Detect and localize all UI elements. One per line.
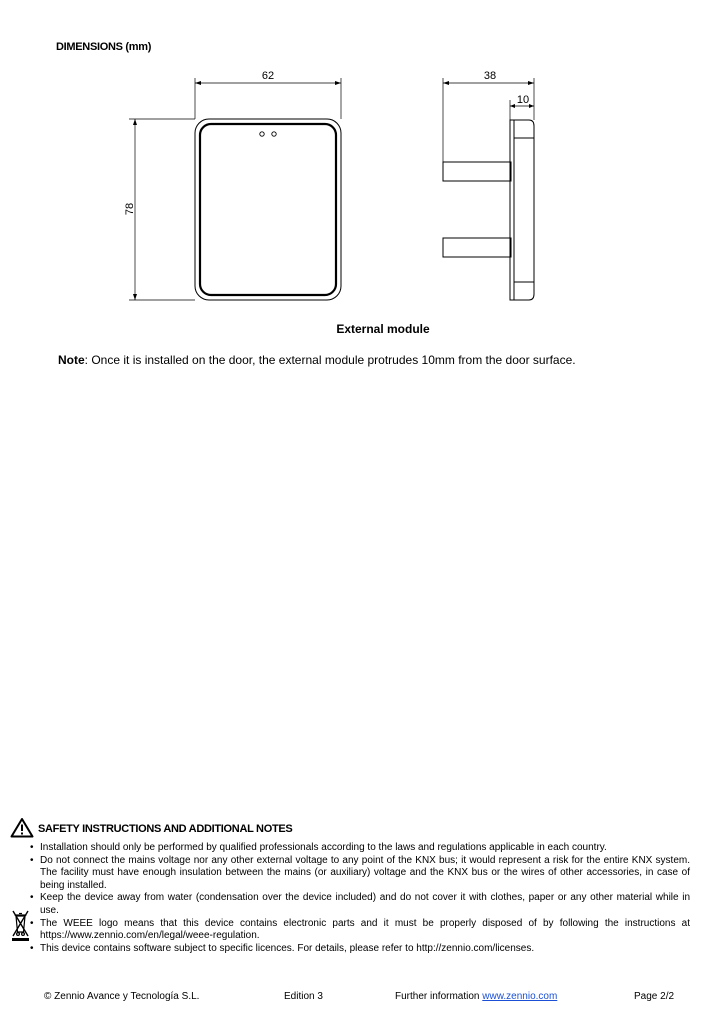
footer-website-link[interactable]: www.zennio.com	[482, 991, 558, 1002]
led-dot	[272, 132, 276, 136]
safety-item: • Keep the device away from water (condensation over the device included) and do not cover it with clothes, paper or any other material while in use.	[30, 892, 690, 917]
dimensions-heading: DIMENSIONS (mm)	[56, 41, 152, 53]
footer-info	[395, 991, 557, 1002]
lower-pin	[443, 238, 511, 257]
note-text: : Once it is installed on the door, the external module protrudes 10mm from the door surface.	[84, 353, 576, 367]
dimensions-drawing	[0, 0, 724, 320]
upper-pin	[443, 162, 511, 181]
led-dot	[260, 132, 264, 136]
warning-triangle-icon	[10, 817, 34, 838]
safety-item: • Do not connect the mains voltage nor any other external voltage to any point of the KNX bus; it would represent a risk for the entire KNX system. The facility must have enough insulation between the mains (or auxiliary) voltage and the KNX bus or the wires of other accessories, in case of being installed.	[30, 855, 690, 893]
front-outer-outline	[195, 119, 341, 300]
front-inner-outline	[200, 124, 336, 295]
front-view	[129, 78, 341, 300]
safety-item: • This device contains software subject to specific licences. For details, please refer to http://zennio.com/licenses.	[30, 943, 690, 956]
note-paragraph	[58, 353, 576, 367]
dimension-depth-label: 38	[483, 70, 497, 82]
footer-info-label: Further information	[395, 991, 483, 1002]
weee-crossed-bin-icon	[11, 908, 30, 942]
page-footer	[0, 991, 724, 1005]
footer-company: © Zennio Avance y Tecnología S.L.	[44, 991, 200, 1002]
dimension-protrusion-label: 10	[516, 94, 530, 106]
note-label: Note	[58, 353, 85, 367]
dimension-width-label: 62	[261, 70, 275, 82]
footer-edition: Edition 3	[284, 991, 323, 1002]
safety-item: • Installation should only be performed by qualified professionals according to the laws and regulations applicable in each country.	[30, 842, 690, 855]
safety-item: • The WEEE logo means that this device contains electronic parts and it must be properly disposed of by following the instructions at https://www.zennio.com/en/legal/weee-regulation.	[30, 918, 690, 943]
footer-page-number: Page 2/2	[634, 991, 675, 1002]
side-view	[443, 78, 534, 300]
drawing-caption: External module	[336, 322, 430, 336]
safety-list	[30, 842, 690, 955]
safety-title: SAFETY INSTRUCTIONS AND ADDITIONAL NOTES	[38, 823, 293, 835]
dimension-height-label: 78	[124, 202, 136, 216]
